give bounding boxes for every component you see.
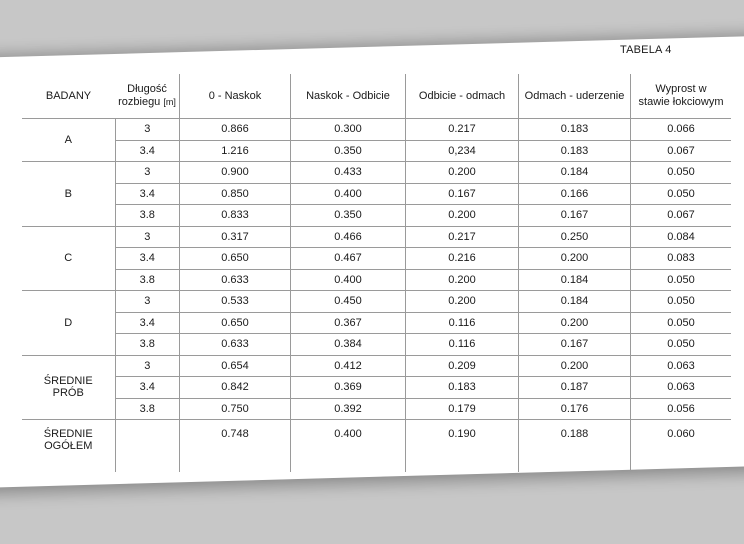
cell-length: 3.8 <box>115 205 180 227</box>
cell-value: 0.184 <box>519 269 631 291</box>
header-badany: BADANY <box>22 74 115 119</box>
cell-value: 0.050 <box>631 162 732 184</box>
cell-value: 0.200 <box>519 312 631 334</box>
cell-length: 3.4 <box>115 140 180 162</box>
cell-value: 0.056 <box>631 398 732 420</box>
cell-value: 0.392 <box>291 398 406 420</box>
cell-value: 0.250 <box>519 226 631 248</box>
cell-value: 0.217 <box>406 226 519 248</box>
cell-value: 0.850 <box>180 183 291 205</box>
cell-length: 3 <box>115 119 180 141</box>
cell-value: 0.400 <box>291 269 406 291</box>
cell-value: 0.650 <box>180 248 291 270</box>
cell-value: 0.209 <box>406 355 519 377</box>
cell-value: 0.084 <box>631 226 732 248</box>
cell-value: 0.167 <box>519 205 631 227</box>
cell-value: 0.466 <box>291 226 406 248</box>
table-row <box>22 205 731 227</box>
cell-value: 0.050 <box>631 183 732 205</box>
cell-value: 0.167 <box>406 183 519 205</box>
cell-value: 0.350 <box>291 205 406 227</box>
cell-value: 0.300 <box>291 119 406 141</box>
header-naskok-odbicie: Naskok - Odbicie <box>291 74 406 119</box>
cell-value: 0.654 <box>180 355 291 377</box>
cell-value: 0.050 <box>631 291 732 313</box>
cell-value: 0.116 <box>406 334 519 356</box>
table-row <box>22 248 731 270</box>
cell-length: 3 <box>115 226 180 248</box>
table-row <box>22 377 731 399</box>
header-naskok: 0 - Naskok <box>180 74 291 119</box>
group-label-b: B <box>22 162 115 227</box>
table-row <box>22 334 731 356</box>
cell-value: 0.083 <box>631 248 732 270</box>
cell-value: 0.633 <box>180 334 291 356</box>
cell-value: 0.183 <box>406 377 519 399</box>
table-row <box>22 140 731 162</box>
cell-value: 0.184 <box>519 291 631 313</box>
group-label-d: D <box>22 291 115 356</box>
cell-value: 0.200 <box>406 162 519 184</box>
cell-value: 0.650 <box>180 312 291 334</box>
cell-value: 0.067 <box>631 205 732 227</box>
cell-value: 0.200 <box>406 205 519 227</box>
cell-value: 0.367 <box>291 312 406 334</box>
cell-value: 0.412 <box>291 355 406 377</box>
cell-value: 0.183 <box>519 119 631 141</box>
cell-value: 0.063 <box>631 377 732 399</box>
cell-value: 0,234 <box>406 140 519 162</box>
cell-value: 0.200 <box>519 248 631 270</box>
cell-value: 0.750 <box>180 398 291 420</box>
table-row <box>22 269 731 291</box>
cell-length: 3 <box>115 162 180 184</box>
cell-value: 0.833 <box>180 205 291 227</box>
cell-value: 0.842 <box>180 377 291 399</box>
group-label-a: A <box>22 119 115 162</box>
table-label: TABELA 4 <box>620 44 672 56</box>
cell-value: 0.200 <box>406 291 519 313</box>
data-table <box>22 74 731 472</box>
cell-value: 0.050 <box>631 312 732 334</box>
cell-length <box>115 420 180 473</box>
table-row <box>22 355 731 377</box>
table-row <box>22 312 731 334</box>
cell-value: 0.067 <box>631 140 732 162</box>
cell-value: 0.900 <box>180 162 291 184</box>
cell-value: 0.188 <box>519 420 631 473</box>
cell-value: 0.066 <box>631 119 732 141</box>
cell-value: 0.866 <box>180 119 291 141</box>
cell-length: 3.4 <box>115 377 180 399</box>
table-row <box>22 226 731 248</box>
cell-value: 1.216 <box>180 140 291 162</box>
cell-value: 0.183 <box>519 140 631 162</box>
cell-value: 0.166 <box>519 183 631 205</box>
cell-value: 0.384 <box>291 334 406 356</box>
cell-value: 0.450 <box>291 291 406 313</box>
cell-value: 0.350 <box>291 140 406 162</box>
cell-value: 0.060 <box>667 428 695 440</box>
cell-length: 3.4 <box>115 248 180 270</box>
cell-value: 0.633 <box>180 269 291 291</box>
cell-value: 0.176 <box>519 398 631 420</box>
cell-value: 0.190 <box>406 420 519 473</box>
cell-value: 0.179 <box>406 398 519 420</box>
cell-length: 3.8 <box>115 398 180 420</box>
header-odmach-uderzenie: Odmach - uderzenie <box>519 74 631 119</box>
group-label-c: C <box>22 226 115 291</box>
cell-value: 0.216 <box>406 248 519 270</box>
cell-value: 0.369 <box>291 377 406 399</box>
header-dlugosc-rozbiegu: Długość rozbiegu [m] <box>115 74 180 119</box>
header-odbicie-odmach: Odbicie - odmach <box>406 74 519 119</box>
cell-value: 0.050 <box>631 334 732 356</box>
cell-value: 0.400 <box>291 420 406 473</box>
cell-value: 0.116 <box>406 312 519 334</box>
cell-length: 3.8 <box>115 334 180 356</box>
cell-value: 0.217 <box>406 119 519 141</box>
header-wyprost: Wyprost w stawie łokciowym <box>631 74 732 119</box>
group-label-srednie-prob: ŚREDNIE PRÓB <box>22 355 115 420</box>
totals-row <box>22 420 731 473</box>
cell-value: 0.400 <box>291 183 406 205</box>
cell-value: 0.050 <box>631 269 732 291</box>
table-row <box>22 162 731 184</box>
cell-value: 0.748 <box>180 420 291 473</box>
cell-length: 3 <box>115 291 180 313</box>
cell-value: 0.200 <box>519 355 631 377</box>
cell-length: 3.4 <box>115 183 180 205</box>
table-row <box>22 183 731 205</box>
cell-length: 3.4 <box>115 312 180 334</box>
cell-value: 0.433 <box>291 162 406 184</box>
cell-value: 0.200 <box>406 269 519 291</box>
table-row <box>22 291 731 313</box>
cell-value: 0.187 <box>519 377 631 399</box>
cell-value: 0.063 <box>631 355 732 377</box>
cell-value: 0.184 <box>519 162 631 184</box>
cell-value: 0.317 <box>180 226 291 248</box>
table-row <box>22 398 731 420</box>
cell-value: 0.167 <box>519 334 631 356</box>
table-row <box>22 119 731 141</box>
cell-value: 0.533 <box>180 291 291 313</box>
cell-length: 3 <box>115 355 180 377</box>
cell-length: 3.8 <box>115 269 180 291</box>
totals-label: ŚREDNIE OGÓŁEM <box>22 420 115 473</box>
cell-value: 0.467 <box>291 248 406 270</box>
header-row <box>22 74 731 119</box>
